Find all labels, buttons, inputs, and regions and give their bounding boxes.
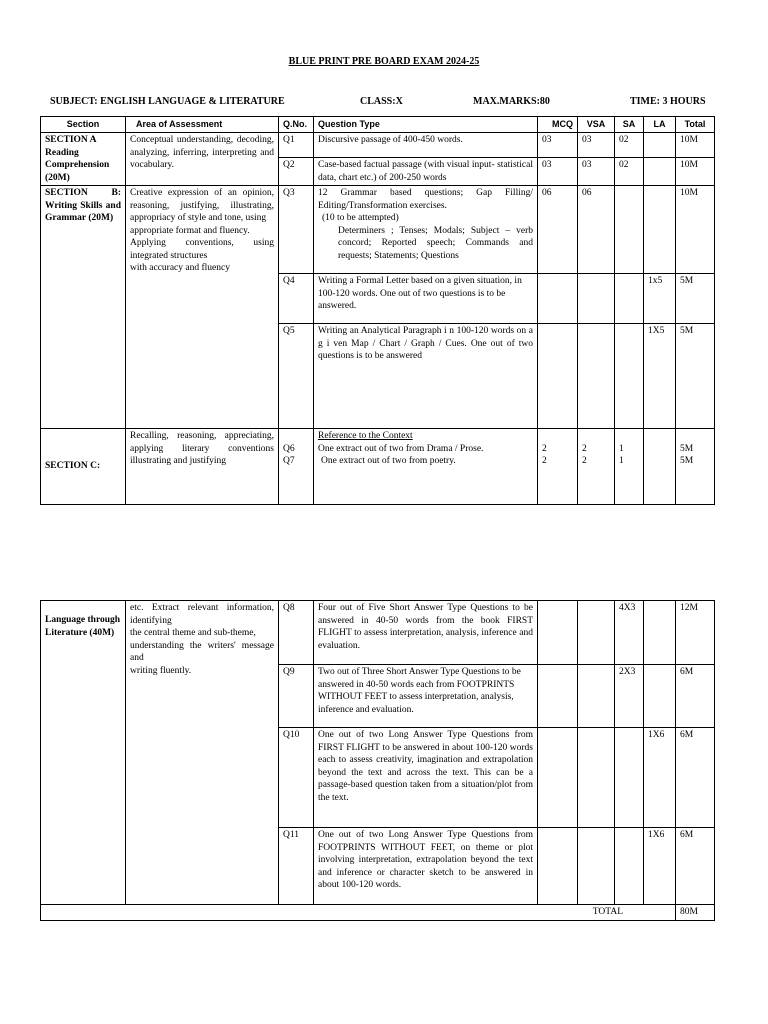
col-header-sa: SA: [615, 117, 644, 133]
q3-type-line3: Determiners ; Tenses; Modals; Subject – verb concord; Reported speech; Commands and requests; Statements; Questions: [338, 225, 533, 261]
q6-q7-number: [279, 429, 314, 505]
literature-area-line1: etc. Extract relevant information, identifying: [130, 603, 274, 626]
q5-vsa: [578, 324, 615, 429]
q8-vsa: [578, 601, 615, 665]
q6-q7-sa: [615, 429, 644, 505]
q6-q7-type: [314, 429, 538, 505]
section-b-area-line4: with accuracy and fluency: [130, 263, 230, 273]
q1-la: [644, 133, 676, 158]
q1-total: 10M: [676, 133, 715, 158]
q3-number: Q3: [279, 186, 314, 274]
col-header-mcq: MCQ: [538, 117, 578, 133]
col-header-qno: Q.No.: [279, 117, 314, 133]
q7-total: 5M: [680, 456, 694, 466]
q2-vsa: 03: [578, 158, 615, 186]
literature-section-label: Language through Literature (40M): [45, 615, 121, 638]
q4-sa: [615, 274, 644, 324]
q1-type: Discursive passage of 400-450 words.: [314, 133, 538, 158]
q6-q7-mcq: [538, 429, 578, 505]
table-row: [41, 601, 715, 665]
literature-section-name: [41, 601, 126, 905]
q8-type: Four out of Five Short Answer Type Questions to be answered in 40-50 words from the book FIRST FLIGHT to assess interpretation, analysis, inference and evaluation.: [314, 601, 538, 665]
q4-la: 1x5: [644, 274, 676, 324]
q6-vsa: 2: [582, 443, 587, 454]
q7-vsa: 2: [582, 456, 587, 466]
document-title: BLUE PRINT PRE BOARD EXAM 2024-25: [288, 56, 480, 67]
q1-number: Q1: [279, 133, 314, 158]
col-header-la: LA: [644, 117, 676, 133]
subject-label: SUBJECT: ENGLISH LANGUAGE & LITERATURE: [50, 96, 285, 107]
q9-mcq: [538, 665, 578, 728]
q5-number: Q5: [279, 324, 314, 429]
q4-vsa: [578, 274, 615, 324]
q3-type: [314, 186, 538, 274]
q10-vsa: [578, 728, 615, 828]
q6-q7-total: [676, 429, 715, 505]
q3-sa: [615, 186, 644, 274]
q6-type: One extract out of two from Drama / Prose.: [318, 443, 484, 454]
q9-type: Two out of Three Short Answer Type Questions to be answered in 40-50 words each from FOOTPRINTS WITHOUT FEET to assess interpretation, analysis, inference and evaluation.: [314, 665, 538, 728]
q3-total: 10M: [676, 186, 715, 274]
q10-type: One out of two Long Answer Type Questions from FIRST FLIGHT to be answered in about 100-120 words each to assess creativity, imagination and extrapolation beyond the text and across the text. This can be a passage-based question taken from a situation/plot from the text.: [314, 728, 538, 828]
section-b-area: [126, 186, 279, 429]
section-b-name: SECTION B: Writing Skills and Grammar (20M): [41, 186, 126, 429]
q5-mcq: [538, 324, 578, 429]
q5-la: 1X5: [644, 324, 676, 429]
q4-type: Writing a Formal Letter based on a given situation, in 100-120 words. One out of two questions is to be answered.: [314, 274, 538, 324]
col-header-section: Section: [41, 117, 126, 133]
reference-to-context-heading: Reference to the Context: [318, 431, 413, 441]
q6-total: 5M: [680, 443, 694, 454]
q10-total: 6M: [676, 728, 715, 828]
total-value: 80M: [676, 905, 715, 921]
q11-vsa: [578, 828, 615, 905]
q9-vsa: [578, 665, 615, 728]
q9-sa: 2X3: [615, 665, 644, 728]
q1-mcq: 03: [538, 133, 578, 158]
table-header-row: [41, 117, 715, 133]
literature-area: [126, 601, 279, 905]
q6-mcq: 2: [542, 443, 547, 454]
q10-number: Q10: [279, 728, 314, 828]
q3-vsa: 06: [578, 186, 615, 274]
q5-total: 5M: [676, 324, 715, 429]
q2-sa: 02: [615, 158, 644, 186]
q1-vsa: 03: [578, 133, 615, 158]
section-b-area-line1: Creative expression of an opinion, reasoning, justifying, illustrating, appropriacy of style and tone, using: [130, 188, 274, 223]
q11-total: 6M: [676, 828, 715, 905]
q2-mcq: 03: [538, 158, 578, 186]
q7-number: Q7: [283, 456, 295, 466]
q10-la: 1X6: [644, 728, 676, 828]
time-label: TIME: 3 HOURS: [630, 96, 706, 107]
literature-area-line3: understanding the writers' message and: [130, 640, 274, 663]
q1-sa: 02: [615, 133, 644, 158]
q4-total: 5M: [676, 274, 715, 324]
q10-sa: [615, 728, 644, 828]
q3-la: [644, 186, 676, 274]
q5-type: Writing an Analytical Paragraph i n 100-120 words on a g i ven Map / Chart / Graph / Cues. One out of two questions is to be answered: [314, 324, 538, 429]
q4-mcq: [538, 274, 578, 324]
q11-sa: [615, 828, 644, 905]
q7-sa: 1: [619, 456, 624, 466]
blueprint-table-part2: [40, 600, 715, 921]
exam-header-row: [50, 96, 714, 110]
q6-number: Q6: [283, 443, 295, 454]
total-row: [41, 905, 715, 921]
blueprint-table-part1: [40, 116, 715, 505]
q11-number: Q11: [279, 828, 314, 905]
q6-sa: 1: [619, 443, 624, 454]
max-marks-label: MAX.MARKS:80: [473, 96, 550, 107]
q11-type: One out of two Long Answer Type Questions from FOOTPRINTS WITHOUT FEET, on theme or plot involving interpretation, extrapolation beyond the text and inference or character sketch to be answered in about 100-120 words.: [314, 828, 538, 905]
q9-number: Q9: [279, 665, 314, 728]
col-header-vsa: VSA: [578, 117, 615, 133]
q2-la: [644, 158, 676, 186]
q8-total: 12M: [676, 601, 715, 665]
q7-type: One extract out of two from poetry.: [321, 456, 456, 466]
q5-sa: [615, 324, 644, 429]
q6-q7-vsa: [578, 429, 615, 505]
col-header-total: Total: [676, 117, 715, 133]
section-a-name: SECTION A Reading Comprehension (20M): [41, 133, 126, 186]
q6-q7-la: [644, 429, 676, 505]
section-c-name: SECTION C:: [41, 429, 126, 505]
section-c-area: Recalling, reasoning, appreciating, applying literary conventions illustrating and justifying: [126, 429, 279, 505]
q11-la: 1X6: [644, 828, 676, 905]
q8-number: Q8: [279, 601, 314, 665]
col-header-qtype: Question Type: [314, 117, 538, 133]
table-row: [41, 186, 715, 274]
q2-total: 10M: [676, 158, 715, 186]
q2-number: Q2: [279, 158, 314, 186]
total-label: TOTAL: [41, 905, 676, 921]
q8-mcq: [538, 601, 578, 665]
col-header-area: Area of Assessment: [126, 117, 279, 133]
section-b-area-line2: appropriate format and fluency.: [130, 225, 250, 236]
q3-type-line2: (10 to be attempted): [322, 213, 399, 223]
q8-sa: 4X3: [615, 601, 644, 665]
q11-mcq: [538, 828, 578, 905]
section-a-area: Conceptual understanding, decoding, analyzing, inferring, interpreting and vocabulary.: [126, 133, 279, 186]
q8-la: [644, 601, 676, 665]
q9-la: [644, 665, 676, 728]
q9-total: 6M: [676, 665, 715, 728]
q2-type: Case-based factual passage (with visual input- statistical data, chart etc.) of 200-250 words: [314, 158, 538, 186]
table-row: [41, 429, 715, 505]
section-b-area-line3: Applying conventions, using integrated structures: [130, 238, 274, 261]
q10-mcq: [538, 728, 578, 828]
literature-area-line4: writing fluently.: [130, 665, 192, 676]
table-row: [41, 133, 715, 158]
literature-area-line2: the central theme and sub-theme,: [130, 628, 256, 638]
class-label: CLASS:X: [360, 96, 403, 107]
q4-number: Q4: [279, 274, 314, 324]
q7-mcq: 2: [542, 456, 547, 466]
q3-type-line1: 12 Grammar based questions; Gap Filling/ Editing/Transformation exercises.: [318, 188, 533, 211]
q3-mcq: 06: [538, 186, 578, 274]
